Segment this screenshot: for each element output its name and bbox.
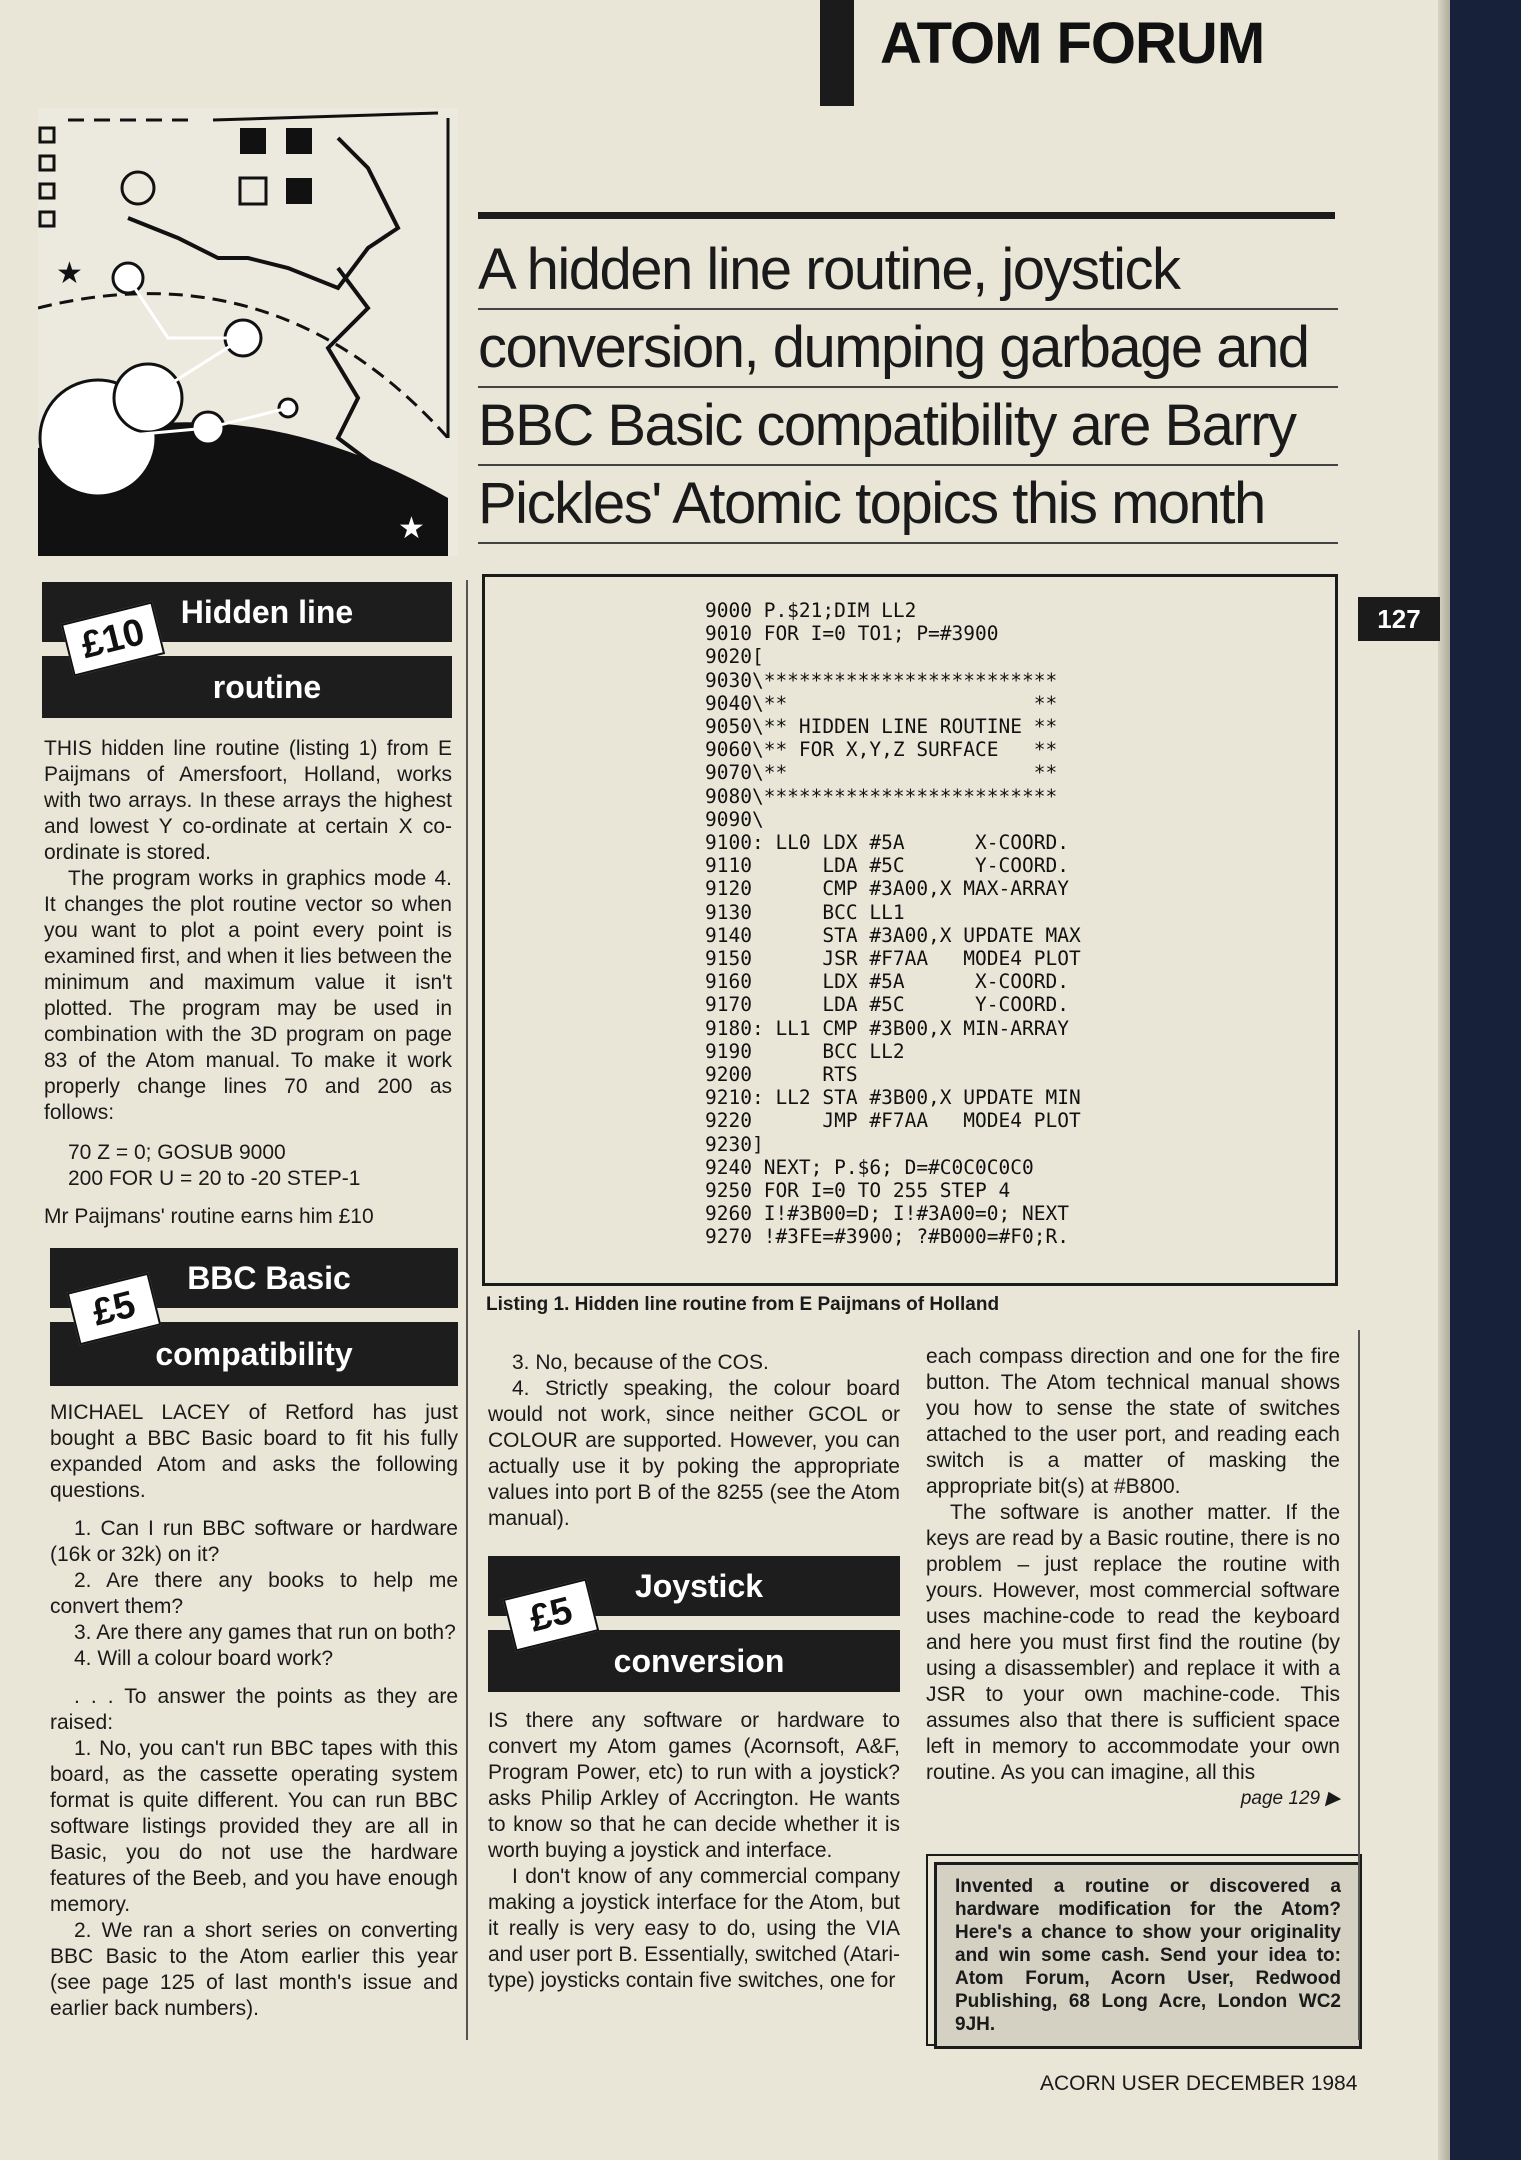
- code-listing-line: 9020[: [705, 645, 764, 669]
- code-listing-box: [482, 574, 1338, 1286]
- header-accent-block: [820, 0, 854, 106]
- code-listing-line: 9190 BCC LL2: [705, 1039, 905, 1063]
- code-listing-line: 9060\** FOR X,Y,Z SURFACE **: [705, 738, 1058, 762]
- svg-text:★: ★: [398, 512, 425, 545]
- bbc-basic-continuation: [488, 1350, 900, 1532]
- column-divider: [466, 580, 468, 2040]
- code-listing-line: 9000 P.$21;DIM LL2: [705, 599, 917, 622]
- headline-rule: [478, 212, 1335, 219]
- prize-tag: £10: [61, 601, 165, 676]
- joystick-banner: [488, 1556, 900, 1692]
- code-listing-line: 9250 FOR I=0 TO 255 STEP 4: [705, 1179, 1011, 1203]
- question: 1. Can I run BBC software or hardware (16k or 32k) on it?: [50, 1517, 458, 1566]
- code-listing-line: 9100: LL0 LDX #5A X-COORD.: [705, 831, 1069, 855]
- illustration: [38, 108, 458, 556]
- banner-title: Hidden line: [42, 582, 452, 642]
- submission-notice: Invented a routine or discovered a hardware modification for the Atom? Here's a chance to show your originality and win some cash. Send your idea to: Atom Forum, Acorn User, Redwood Publishing, 68 Long Acre, London WC2 9JH.: [934, 1862, 1362, 2049]
- headline-line: conversion, dumping garbage and: [478, 310, 1338, 388]
- paragraph: Mr Paijmans' routine earns him £10: [44, 1205, 374, 1228]
- page-reference-link[interactable]: page 129 ▶: [1240, 1788, 1340, 1809]
- paragraph: THIS hidden line routine (listing 1) from E Paijmans of Amersfoort, Holland, works with two arrays. In these arrays the highest and lowest Y co-ordinate at certain X co-ordinate is stored.: [44, 737, 452, 864]
- right-column-rule: [1358, 1330, 1360, 2040]
- code-listing-line: 9030\*************************: [705, 668, 1058, 692]
- code-listing-line: 9200 RTS: [705, 1063, 858, 1087]
- question: 4. Will a colour board work?: [74, 1647, 334, 1670]
- code-listing-line: 9040\** **: [705, 691, 1058, 715]
- footer: ACORN USER DECEMBER 1984: [1040, 2072, 1358, 2095]
- code-listing-line: 9130 BCC LL1: [705, 900, 905, 924]
- paragraph: each compass direction and one for the fire button. The Atom technical manual shows you how to sense the state of switches attached to the user port, and reading each switch is a matter of masking the appropriate bit(s) at #B800.: [926, 1345, 1340, 1498]
- answer: 2. We ran a short series on converting BBC Basic to the Atom earlier this year (see page 125 of last month's issue and earlier back numbers).: [50, 1919, 458, 2020]
- bbc-basic-banner: [50, 1248, 458, 1386]
- code-listing-line: 9260 I!#3B00=D; I!#3A00=0; NEXT: [705, 1202, 1069, 1226]
- answer: . . . To answer the points as they are raised:: [50, 1685, 458, 1734]
- code-line: 70 Z = 0; GOSUB 9000: [68, 1141, 286, 1164]
- headline: [478, 232, 1338, 544]
- code-listing-line: 9110 LDA #5C Y-COORD.: [705, 854, 1069, 878]
- code-listing: [705, 599, 1081, 1249]
- headline-line: Pickles' Atomic topics this month: [478, 466, 1338, 544]
- code-listing-line: 9140 STA #3A00,X UPDATE MAX: [705, 923, 1081, 947]
- code-listing-line: 9180: LL1 CMP #3B00,X MIN-ARRAY: [705, 1016, 1069, 1040]
- code-listing-line: 9050\** HIDDEN LINE ROUTINE **: [705, 715, 1058, 739]
- paragraph: IS there any software or hardware to convert my Atom games (Acornsoft, A&F, Program Power, etc) to run with a joystick? asks Philip Arkley of Accrington. He wants to know so that he can decide whether it is worth buying a joystick and interface.: [488, 1709, 900, 1862]
- paragraph: The software is another matter. If the keys are read by a Basic routine, there is no problem – just replace the routine with yours. However, most commercial software uses machine-code to read the keyboard and here you must first find the routine (by using a disassembler) and replace it with a JSR to your own machine-code. This assumes also that there is sufficient space left in memory to accommodate your own routine. As you can imagine, all this: [926, 1501, 1340, 1784]
- code-listing-line: 9240 NEXT; P.$6; D=#C0C0C0C0: [705, 1155, 1034, 1179]
- banner-title: BBC Basic: [50, 1248, 458, 1308]
- question: 3. Are there any games that run on both?: [74, 1621, 456, 1644]
- joystick-article: [488, 1708, 900, 1994]
- question: 2. Are there any books to help me convert them?: [50, 1569, 458, 1618]
- banner-subtitle: conversion: [488, 1630, 900, 1692]
- code-listing-line: 9270 !#3FE=#3900; ?#B000=#F0;R.: [705, 1225, 1069, 1249]
- code-listing-line: 9010 FOR I=0 TO1; P=#3900: [705, 622, 999, 646]
- paragraph: The program works in graphics mode 4. It changes the plot routine vector so when you want to plot a point every point is examined first, and when it lies between the minimum and maximum value it isn't plotted. The program may be used in combination with the 3D program on page 83 of the Atom manual. To make it work properly change lines 70 and 200 as follows:: [44, 867, 452, 1124]
- answer: 1. No, you can't run BBC tapes with this board, as the cassette operating system format is quite different. You can run BBC software listings provided they are all in Basic, you do not use the hardware features of the Beeb, and you have enough memory.: [50, 1737, 458, 1916]
- code-listing-line: 9070\** **: [705, 761, 1058, 785]
- code-listing-line: 9150 JSR #F7AA MODE4 PLOT: [705, 947, 1081, 971]
- section-title: ATOM FORUM: [880, 11, 1265, 76]
- headline-line: A hidden line routine, joystick: [478, 232, 1338, 310]
- code-listing-line: 9080\*************************: [705, 784, 1058, 808]
- joystick-continuation: [926, 1344, 1340, 1812]
- code-listing-line: 9210: LL2 STA #3B00,X UPDATE MIN: [705, 1086, 1081, 1110]
- banner-subtitle: compatibility: [50, 1322, 458, 1386]
- prize-tag: £5: [67, 1273, 162, 1346]
- banner-subtitle: routine: [42, 656, 452, 718]
- answer: 3. No, because of the COS.: [512, 1351, 769, 1374]
- paragraph: I don't know of any commercial company making a joystick interface for the Atom, but it really is very easy to do, using the VIA and user port B. Essentially, switched (Atari-type) joysticks contain five switches, one for: [488, 1865, 900, 1992]
- headline-line: BBC Basic compatibility are Barry: [478, 388, 1338, 466]
- answer: 4. Strictly speaking, the colour board would not work, since neither GCOL or COLOUR are supported. However, you can actually use it by poking the appropriate values into port B of the 8255 (see the Atom manual).: [488, 1377, 900, 1530]
- hidden-line-banner: [42, 582, 452, 718]
- bbc-basic-article: [50, 1400, 458, 2022]
- code-listing-line: 9120 CMP #3A00,X MAX-ARRAY: [705, 877, 1069, 901]
- code-listing-line: 9090\: [705, 807, 764, 831]
- binding-spine: [1450, 0, 1521, 2160]
- circuit-starmap-illustration-icon: [38, 108, 458, 556]
- code-listing-line: 9230]: [705, 1132, 764, 1156]
- code-line: 200 FOR U = 20 to -20 STEP-1: [68, 1167, 361, 1190]
- svg-text:★: ★: [56, 257, 83, 290]
- hidden-line-article: [44, 736, 452, 1230]
- banner-title: Joystick: [488, 1556, 900, 1616]
- code-listing-line: 9220 JMP #F7AA MODE4 PLOT: [705, 1109, 1081, 1133]
- page-number-badge: 127: [1358, 597, 1440, 641]
- code-listing-line: 9170 LDA #5C Y-COORD.: [705, 993, 1069, 1017]
- paragraph: MICHAEL LACEY of Retford has just bought a BBC Basic board to fit his fully expanded Atom and asks the following questions.: [50, 1401, 458, 1502]
- prize-tag: £5: [503, 1578, 600, 1651]
- code-listing-line: 9160 LDX #5A X-COORD.: [705, 970, 1069, 994]
- listing-caption: Listing 1. Hidden line routine from E Paijmans of Holland: [486, 1294, 1000, 1315]
